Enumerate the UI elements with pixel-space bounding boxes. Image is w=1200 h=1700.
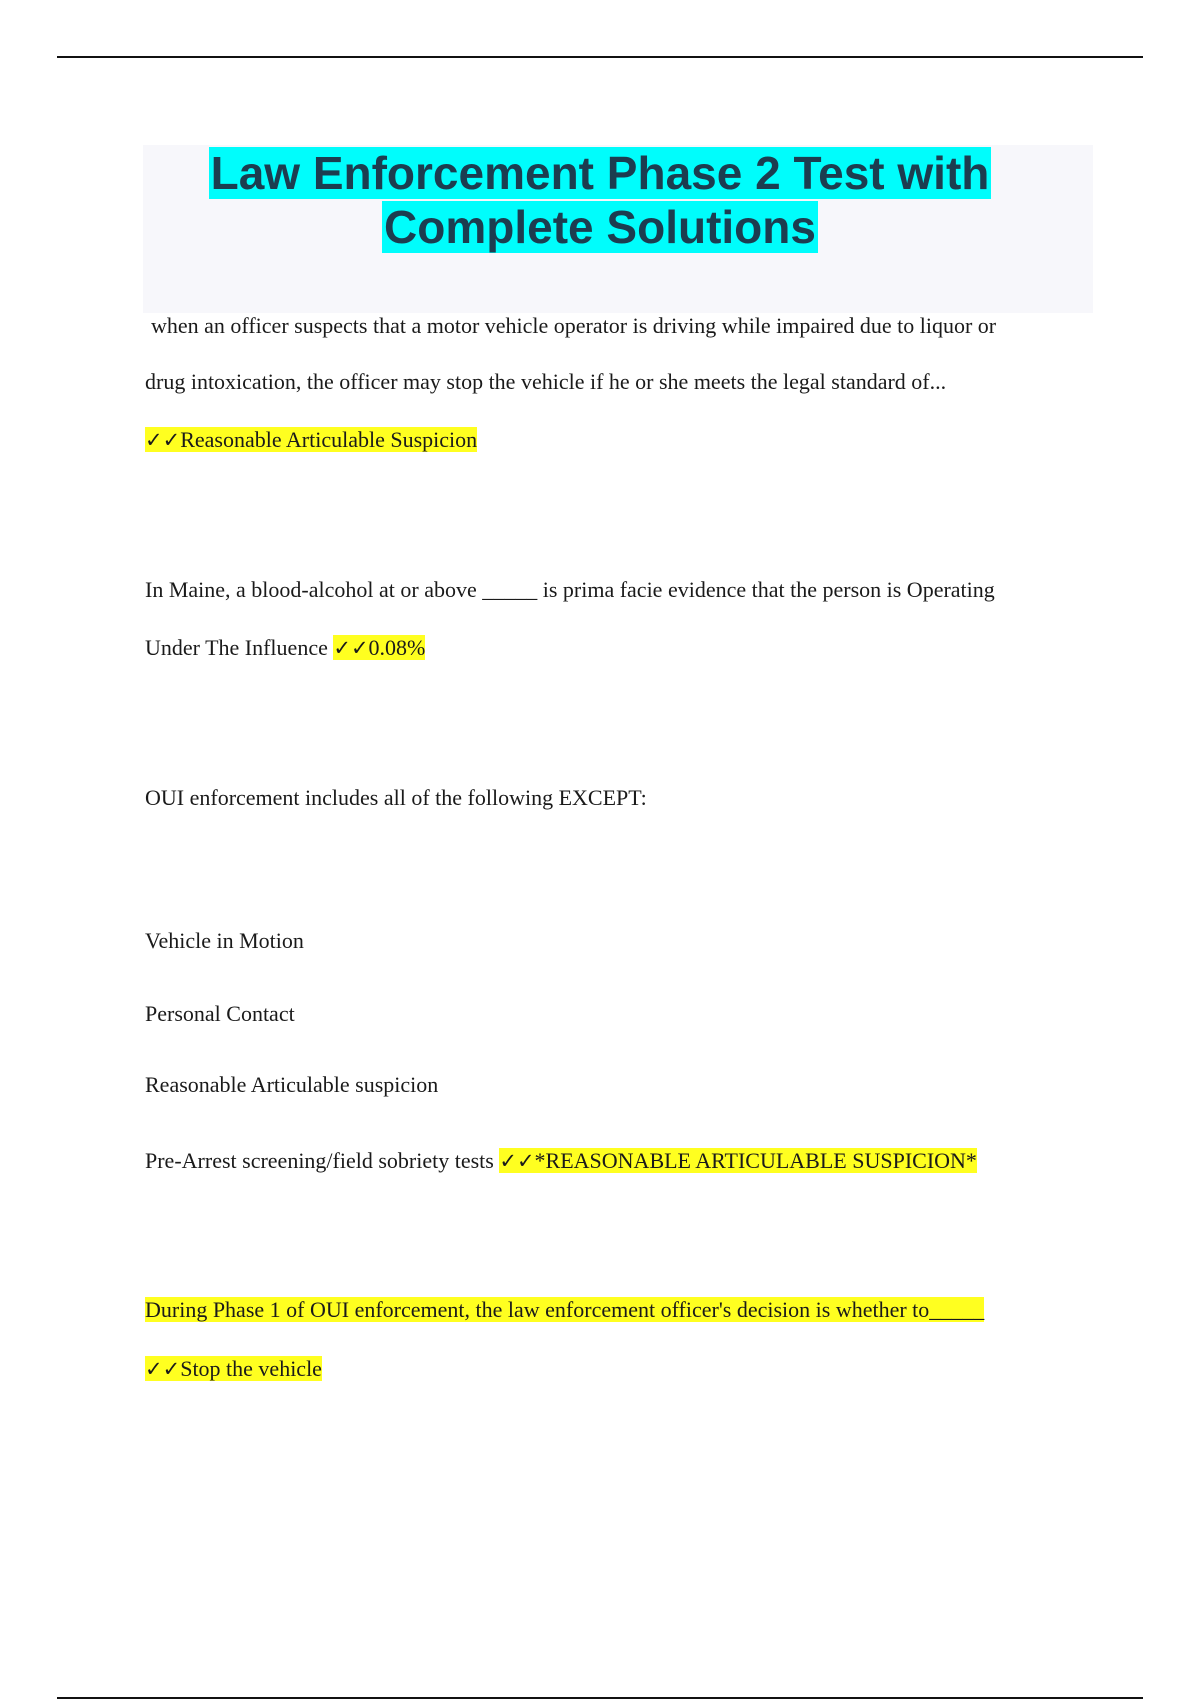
checkmark-icon: ✓✓	[145, 428, 181, 452]
top-rule	[57, 56, 1143, 58]
question-4-text: During Phase 1 of OUI enforcement, the law enforcement officer's decision is whether to_____	[145, 1297, 985, 1322]
question-1-text-line-2: drug intoxication, the officer may stop the vehicle if he or she meets the legal standard of...	[145, 369, 947, 394]
question-2-text-line-1: In Maine, a blood-alcohol at or above _____ is prima facie evidence that the person is Operating	[145, 577, 995, 602]
checkmark-icon: ✓✓	[145, 1357, 181, 1381]
checkmark-icon: ✓✓	[499, 1149, 535, 1173]
question-4-answer: ✓✓Stop the vehicle	[145, 1356, 322, 1381]
question-2-text-line-2: Under The Influence ✓✓0.08%	[145, 635, 426, 660]
question-3-text: OUI enforcement includes all of the following EXCEPT:	[145, 785, 647, 810]
question-2-answer: ✓✓0.08%	[333, 635, 426, 660]
page-title-line-2: Complete Solutions	[384, 201, 816, 253]
bottom-rule	[57, 1697, 1143, 1699]
option-item-with-answer: Pre-Arrest screening/field sobriety tests ✓✓*REASONABLE ARTICULABLE SUSPICION*	[145, 1148, 977, 1173]
option-item: Reasonable Articulable suspicion	[145, 1072, 439, 1097]
checkmark-icon: ✓✓	[333, 636, 369, 660]
question-1-answer: ✓✓Reasonable Articulable Suspicion	[145, 427, 478, 452]
page-title-line-1: Law Enforcement Phase 2 Test with	[210, 147, 990, 199]
question-1-text-line-1: when an officer suspects that a motor vehicle operator is driving while impaired due to liquor or	[151, 313, 997, 338]
question-3-answer: ✓✓*REASONABLE ARTICULABLE SUSPICION*	[499, 1148, 977, 1173]
option-item: Vehicle in Motion	[145, 928, 304, 953]
option-item: Personal Contact	[145, 1001, 295, 1026]
